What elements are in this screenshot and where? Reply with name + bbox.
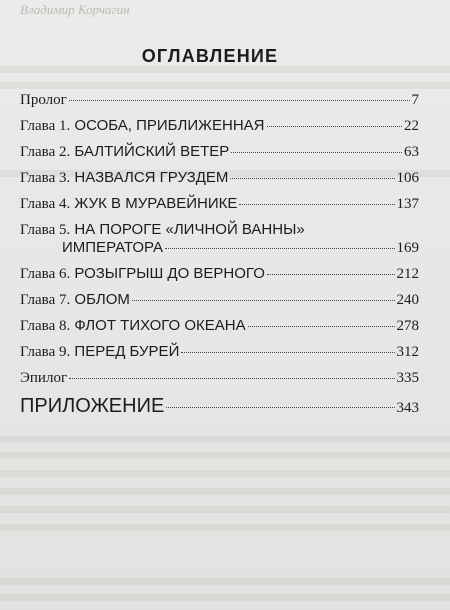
dot-leader [166, 407, 394, 408]
chapter-title: ЖУК В МУРАВЕЙНИКЕ [74, 195, 238, 212]
entry-label: Глава 6. [20, 266, 71, 282]
bleed-through-line [0, 66, 450, 73]
chapter-title-continued: ИМПЕРАТОРА [62, 239, 164, 256]
entry-label: Глава 1. [20, 118, 71, 134]
toc-entry-epilogue [20, 369, 419, 387]
entry-label: Эпилог [20, 370, 68, 386]
chapter-title: ОБЛОМ [74, 291, 130, 308]
bleed-through-line [0, 594, 450, 601]
entry-label: Глава 3. [20, 170, 71, 186]
toc-entry-chapter-3 [20, 169, 419, 187]
entry-label: Глава 7. [20, 292, 71, 308]
dot-leader [248, 326, 395, 327]
dot-leader [267, 126, 403, 127]
chapter-title: ОСОБА, ПРИБЛИЖЕННАЯ [74, 117, 265, 134]
bleed-through-line [0, 452, 450, 459]
toc-entry-chapter-6 [20, 265, 419, 283]
dot-leader [231, 152, 402, 153]
chapter-title: НА ПОРОГЕ «ЛИЧНОЙ ВАННЫ» [74, 221, 305, 238]
chapter-title: НАЗВАЛСЯ ГРУЗДЕМ [74, 169, 229, 186]
page-number: 22 [404, 118, 419, 134]
page-number: 63 [404, 144, 419, 160]
page-number: 212 [396, 266, 419, 282]
running-head: Владимир Корчагин [20, 2, 130, 17]
toc-entry-chapter-2 [20, 143, 419, 161]
chapter-title: БАЛТИЙСКИЙ ВЕТЕР [74, 143, 230, 160]
entry-label: Глава 2. [20, 144, 71, 160]
page-number: 312 [396, 344, 419, 360]
toc-title: ОГЛАВЛЕНИЕ [141, 46, 279, 66]
entry-label: Глава 8. [20, 318, 71, 334]
toc-entry-prologue [20, 91, 419, 109]
dot-leader [132, 300, 395, 301]
dot-leader [267, 274, 395, 275]
bleed-through-line [0, 436, 450, 443]
table-of-contents [20, 91, 419, 427]
page-number: 169 [396, 240, 419, 256]
dot-leader [181, 352, 394, 353]
bleed-through-line [0, 82, 450, 89]
toc-entry-appendix [20, 395, 419, 419]
bleed-through-line [0, 488, 450, 495]
appendix-title: ПРИЛОЖЕНИЕ [20, 395, 165, 417]
page-number: 7 [411, 92, 419, 108]
page-number: 343 [396, 400, 419, 416]
toc-entry-chapter-4 [20, 195, 419, 213]
entry-label: Глава 9. [20, 344, 71, 360]
dot-leader [239, 204, 394, 205]
toc-entry-chapter-7 [20, 291, 419, 309]
page-number: 335 [396, 370, 419, 386]
bleed-through-line [0, 524, 450, 531]
entry-label: Глава 4. [20, 196, 71, 212]
page-number: 137 [396, 196, 419, 212]
page-number: 278 [396, 318, 419, 334]
entry-label: Пролог [20, 92, 67, 108]
bleed-through-line [0, 470, 450, 477]
chapter-title: ФЛОТ ТИХОГО ОКЕАНА [74, 317, 246, 334]
chapter-title: ПЕРЕД БУРЕЙ [74, 343, 180, 360]
dot-leader [230, 178, 394, 179]
toc-entry-chapter-8 [20, 317, 419, 335]
toc-entry-chapter-9 [20, 343, 419, 361]
dot-leader [69, 378, 394, 379]
page-number: 106 [396, 170, 419, 186]
dot-leader [69, 100, 410, 101]
toc-entry-chapter-1 [20, 117, 419, 135]
chapter-title: РОЗЫГРЫШ ДО ВЕРНОГО [74, 265, 265, 282]
toc-entry-chapter-5 [20, 221, 419, 257]
page-number: 240 [396, 292, 419, 308]
dot-leader [165, 248, 394, 249]
entry-label: Глава 5. [20, 222, 71, 238]
bleed-through-line [0, 506, 450, 513]
bleed-through-line [0, 578, 450, 585]
